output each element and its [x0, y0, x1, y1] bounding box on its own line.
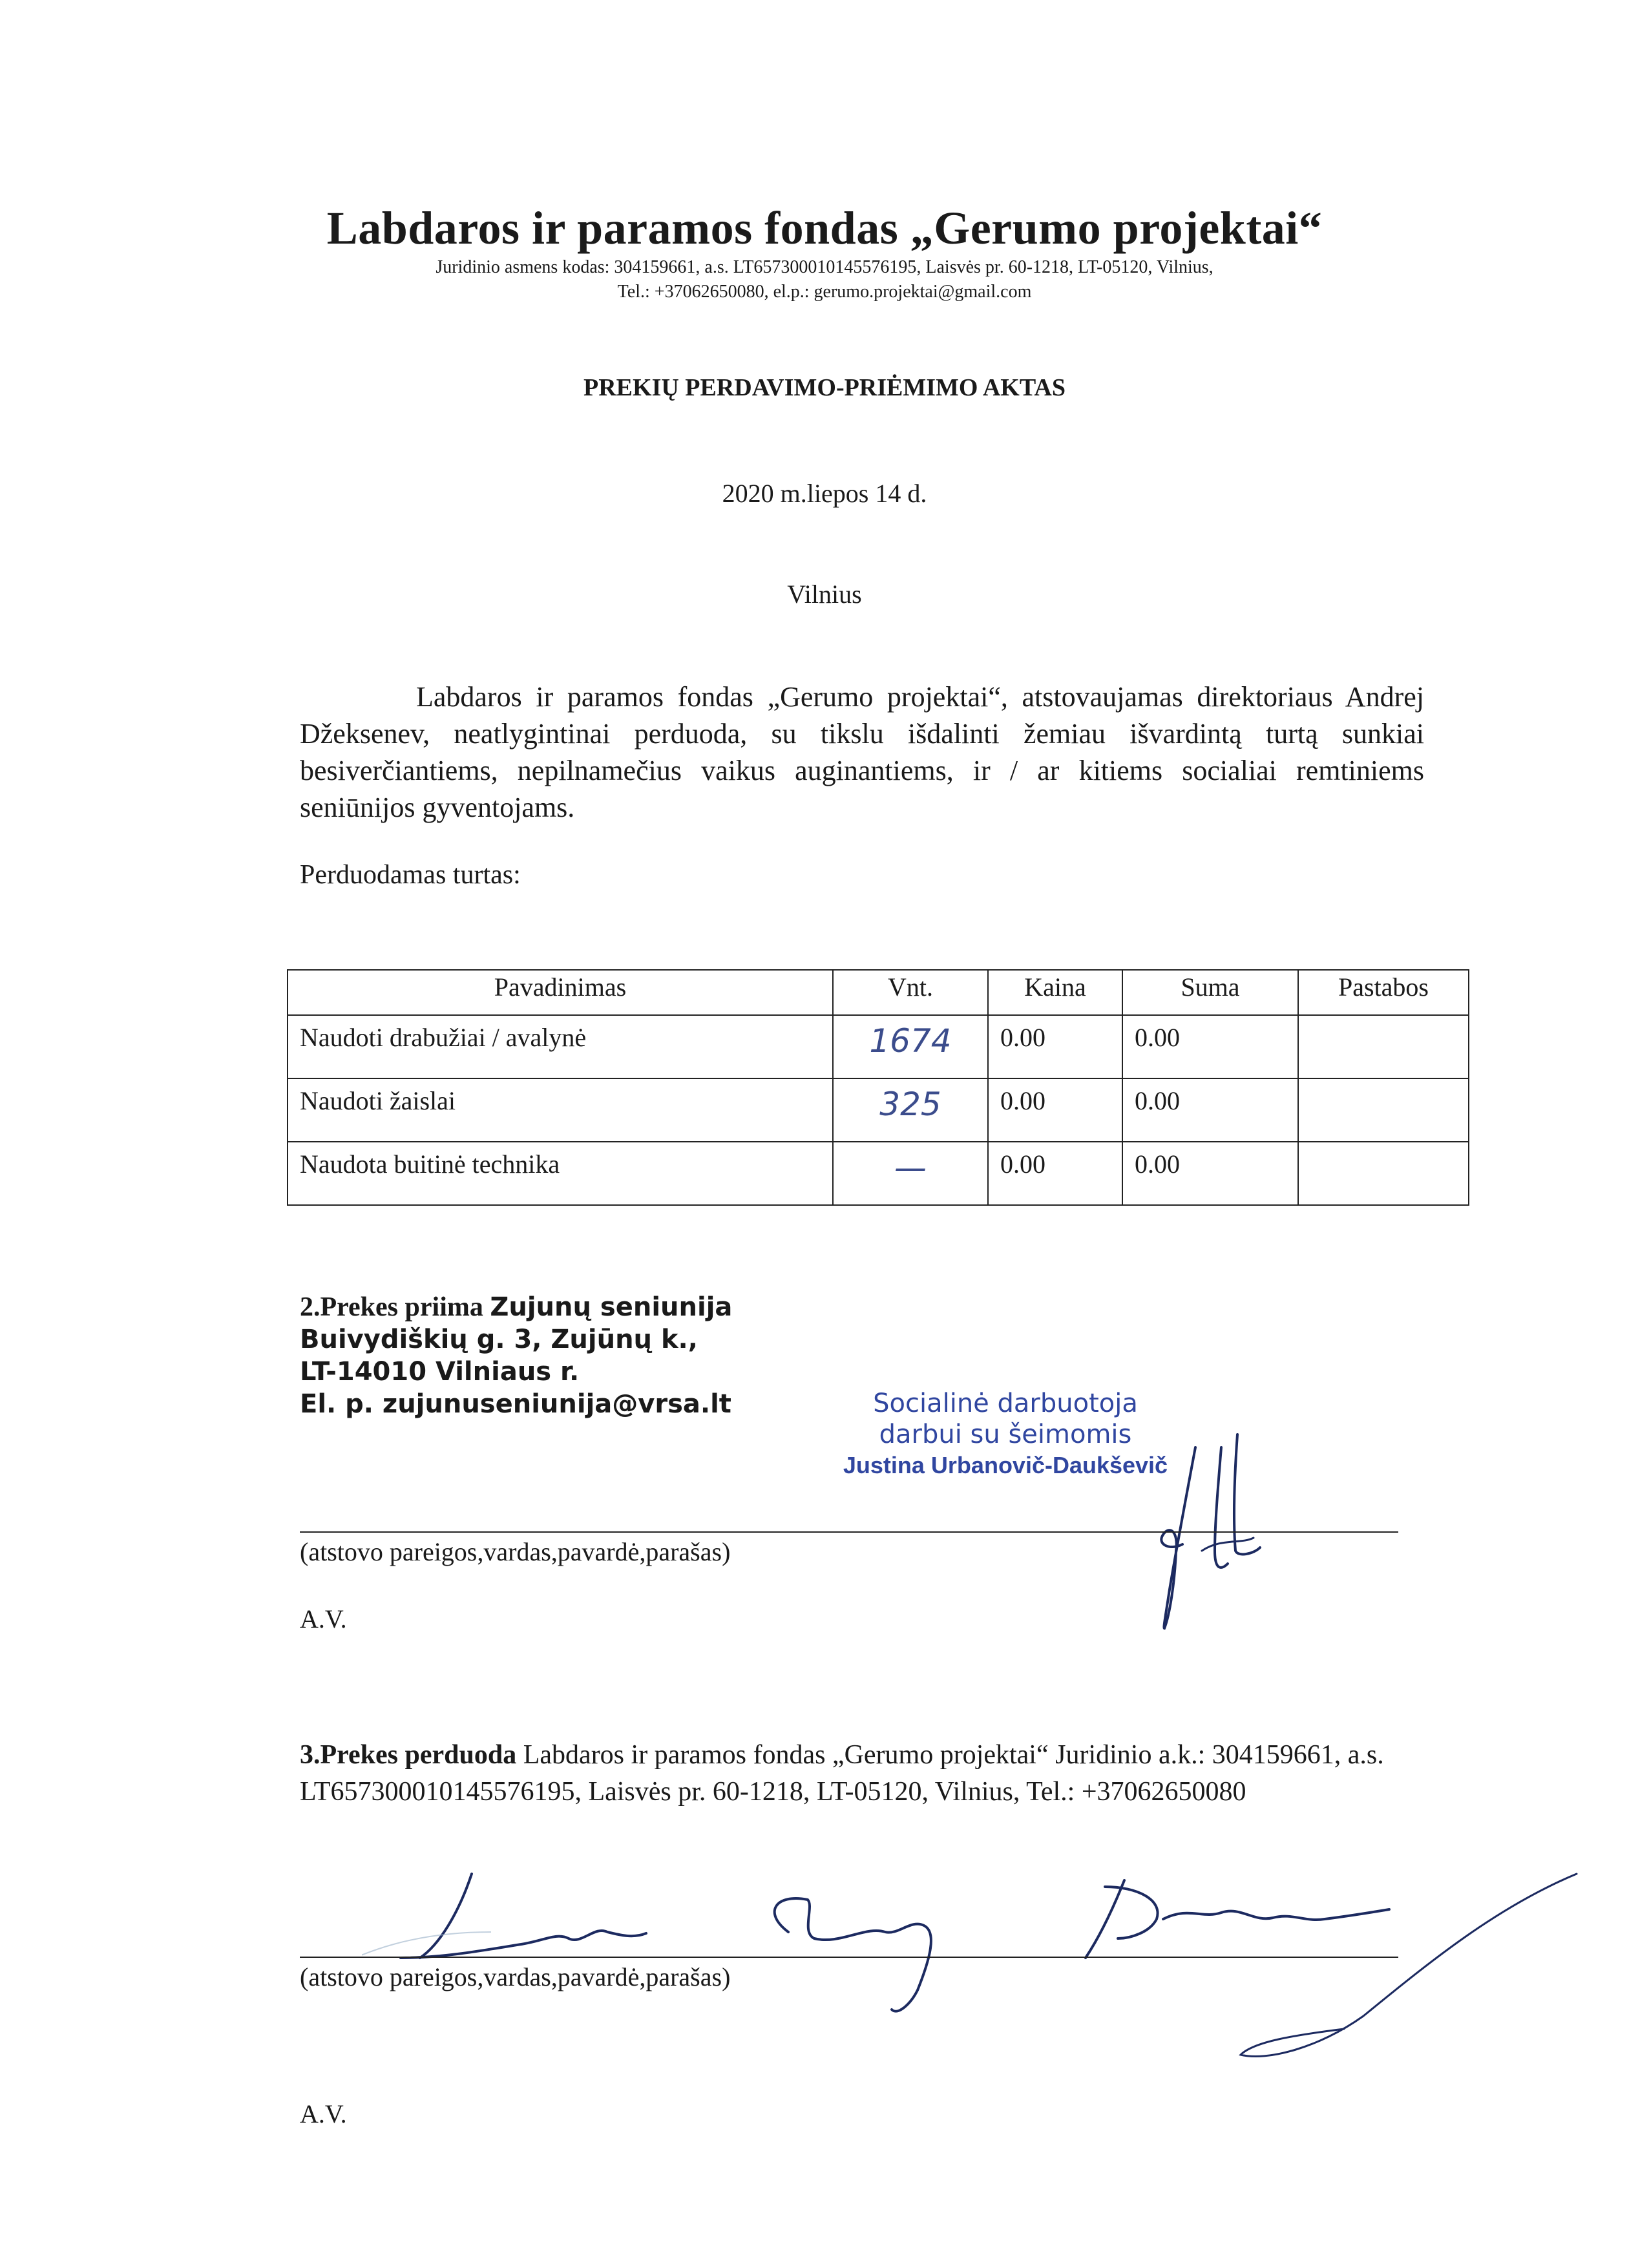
receiver-label: 2.Prekes priima [300, 1292, 483, 1322]
organization-details-line-2: Tel.: +37062650080, el.p.: gerumo.projektai@gmail.com [617, 282, 1032, 302]
table-row [288, 1078, 1469, 1142]
document-place: Vilnius [787, 580, 862, 609]
organization-details-line-1: Juridinio asmens kodas: 304159661, a.s. LT657300010145576195, Laisvės pr. 60-1218, LT-05120, Vilnius, [436, 257, 1213, 277]
receiver-stamp-place: A.V. [300, 1604, 347, 1633]
receiver-signature-line [300, 1531, 1398, 1533]
receiver-signature [1124, 1422, 1292, 1635]
row-sum: 0.00 [1122, 1015, 1298, 1078]
table-row [288, 1015, 1469, 1078]
row-note [1298, 1015, 1469, 1078]
stamp-line-2: darbui su šeimomis [879, 1420, 1132, 1449]
items-table [287, 969, 1469, 1206]
column-header-price: Kaina [988, 970, 1122, 1015]
giver-details: Labdaros ir paramos fondas „Gerumo projektai“ Juridinio a.k.: 304159661, a.s. LT657300010145576195, Laisvės pr. 60-1218, LT-05120, Vilnius, Tel.: +37062650080 [300, 1740, 1384, 1807]
receiver-name: Zujunų seniunija [490, 1292, 733, 1322]
document-date: 2020 m.liepos 14 d. [722, 479, 927, 508]
receiver-heading [300, 1291, 732, 1323]
receiver-address-2: LT-14010 Vilniaus r. [300, 1357, 580, 1387]
column-header-notes: Pastabos [1298, 970, 1469, 1015]
giver-signature-line [300, 1957, 1398, 1958]
giver-section [300, 1737, 1411, 1811]
table-row [288, 1142, 1469, 1205]
giver-stamp-place: A.V. [300, 2099, 347, 2128]
row-price: 0.00 [988, 1142, 1122, 1205]
row-sum: 0.00 [1122, 1078, 1298, 1142]
row-price: 0.00 [988, 1078, 1122, 1142]
stamp-line-3: Justina Urbanovič-Daukševič [843, 1452, 1168, 1478]
receiver-address-1: Buivydiškių g. 3, Zujūnų k., [300, 1325, 698, 1354]
row-qty: 1674 [833, 1015, 988, 1078]
column-header-qty: Vnt. [833, 970, 988, 1015]
receiver-stamp [837, 1388, 1173, 1481]
row-note [1298, 1142, 1469, 1205]
row-sum: 0.00 [1122, 1142, 1298, 1205]
row-price: 0.00 [988, 1015, 1122, 1078]
row-qty: 325 [833, 1078, 988, 1142]
receiver-email: El. p. zujunuseniunija@vrsa.lt [300, 1389, 731, 1419]
body-paragraph: Labdaros ir paramos fondas „Gerumo projektai“, atstovaujamas direktoriaus Andrej Džeksenev, neatlygintinai perduoda, su tikslu išdalinti žemiau išvardintą turtą sunkiai besiverčiantiems, nepilnamečius vaikus auginantiems, ir / ar kitiems socialiai remtiniems seniūnijos gyventojams. [300, 681, 1424, 823]
giver-signature-caption: (atstovo pareigos,vardas,pavardė,parašas) [300, 1962, 731, 1991]
receiver-signature-caption: (atstovo pareigos,vardas,pavardė,parašas) [300, 1537, 731, 1566]
table-header-row [288, 970, 1469, 1015]
row-name: Naudoti drabužiai / avalynė [288, 1015, 833, 1078]
stamp-line-1: Socialinė darbuotoja [873, 1389, 1138, 1418]
assets-label: Perduodamas turtas: [300, 860, 521, 890]
column-header-name: Pavadinimas [288, 970, 833, 1015]
column-header-sum: Suma [1122, 970, 1298, 1015]
giver-label: 3.Prekes perduoda [300, 1740, 517, 1770]
row-name: Naudota buitinė technika [288, 1142, 833, 1205]
receiver-section [300, 1291, 732, 1420]
row-name: Naudoti žaislai [288, 1078, 833, 1142]
row-note [1298, 1078, 1469, 1142]
organization-title: Labdaros ir paramos fondas „Gerumo projektai“ [326, 202, 1323, 254]
document-title: PREKIŲ PERDAVIMO-PRIĖMIMO AKTAS [583, 374, 1066, 401]
row-qty: — [833, 1142, 988, 1205]
